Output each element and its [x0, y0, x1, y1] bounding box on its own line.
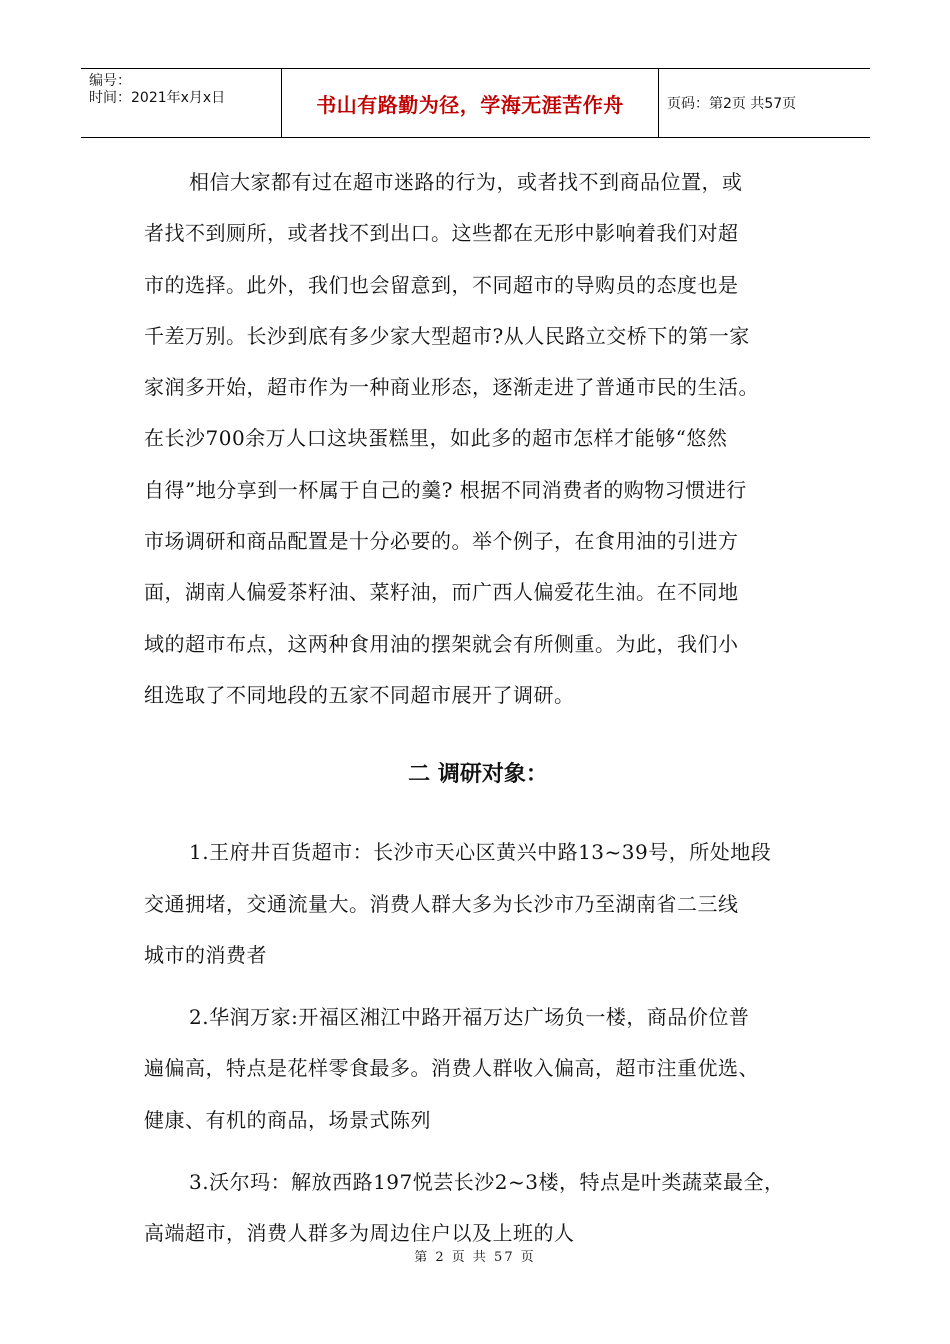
text-line: 高端超市，消费人群多为周边住户以及上班的人 — [144, 1221, 575, 1246]
research-item — [144, 992, 812, 1146]
header-motto-cell — [282, 69, 659, 137]
page-header — [81, 68, 870, 138]
text-line: 市的选择。此外，我们也会留意到，不同超市的导购员的态度也是 — [144, 272, 739, 297]
text-line: 面，湖南人偏爱茶籽油、菜籽油，而广西人偏爱花生油。在不同地 — [144, 580, 739, 605]
page-footer: 第 2 页 共 57 页 — [414, 1250, 536, 1265]
text-line: 城市的消费者 — [144, 942, 267, 967]
text-line: 1.王府井百货超市：长沙市天心区黄兴中路13~39号，所处地段 — [189, 840, 772, 865]
header-page-info: 页码：第2页 共57页 — [667, 96, 797, 112]
text-line: 相信大家都有过在超市迷路的行为，或者找不到商品位置，或 — [189, 170, 743, 194]
text-line: 者找不到厕所，或者找不到出口。这些都在无形中影响着我们对超 — [144, 221, 739, 246]
document-time-label: 时间：2021年x月x日 — [89, 90, 226, 106]
research-item — [144, 1157, 812, 1260]
text-line: 市场调研和商品配置是十分必要的。举个例子，在食用油的引进方 — [144, 529, 739, 554]
text-line: 自得”地分享到一杯属于自己的羹? 根据不同消费者的购物习惯进行 — [144, 477, 747, 502]
intro-paragraph — [144, 157, 812, 721]
text-line: 3.沃尔玛：解放西路197悦芸长沙2~3楼，特点是叶类蔬菜最全， — [189, 1170, 785, 1195]
header-motto: 书山有路勤为径，学海无涯苦作舟 — [316, 92, 624, 117]
text-line: 遍偏高，特点是花样零食最多。消费人群收入偏高，超市注重优选、 — [144, 1056, 759, 1081]
text-line: 在长沙700余万人口这块蛋糕里，如此多的超市怎样才能够“悠然 — [144, 426, 728, 451]
text-line: 家润多开始，超市作为一种商业形态，逐渐走进了普通市民的生活。 — [144, 375, 759, 400]
text-line: 域的超市布点，这两种食用油的摆架就会有所侧重。为此，我们小 — [144, 631, 739, 656]
text-line: 交通拥堵，交通流量大。消费人群大多为长沙市乃至湖南省二三线 — [144, 891, 739, 916]
document-number-label: 编号： — [89, 73, 131, 89]
header-meta — [81, 69, 282, 137]
research-item — [144, 827, 812, 981]
section-title: 二 调研对象： — [408, 762, 548, 788]
document-body — [144, 157, 812, 1271]
text-line: 千差万别。长沙到底有多少家大型超市?从人民路立交桥下的第一家 — [144, 323, 750, 348]
text-line: 2.华润万家:开福区湘江中路开福万达广场负一楼，商品价位普 — [189, 1005, 750, 1030]
text-line: 健康、有机的商品，场景式陈列 — [144, 1107, 431, 1132]
text-line: 组选取了不同地段的五家不同超市展开了调研。 — [144, 682, 575, 707]
